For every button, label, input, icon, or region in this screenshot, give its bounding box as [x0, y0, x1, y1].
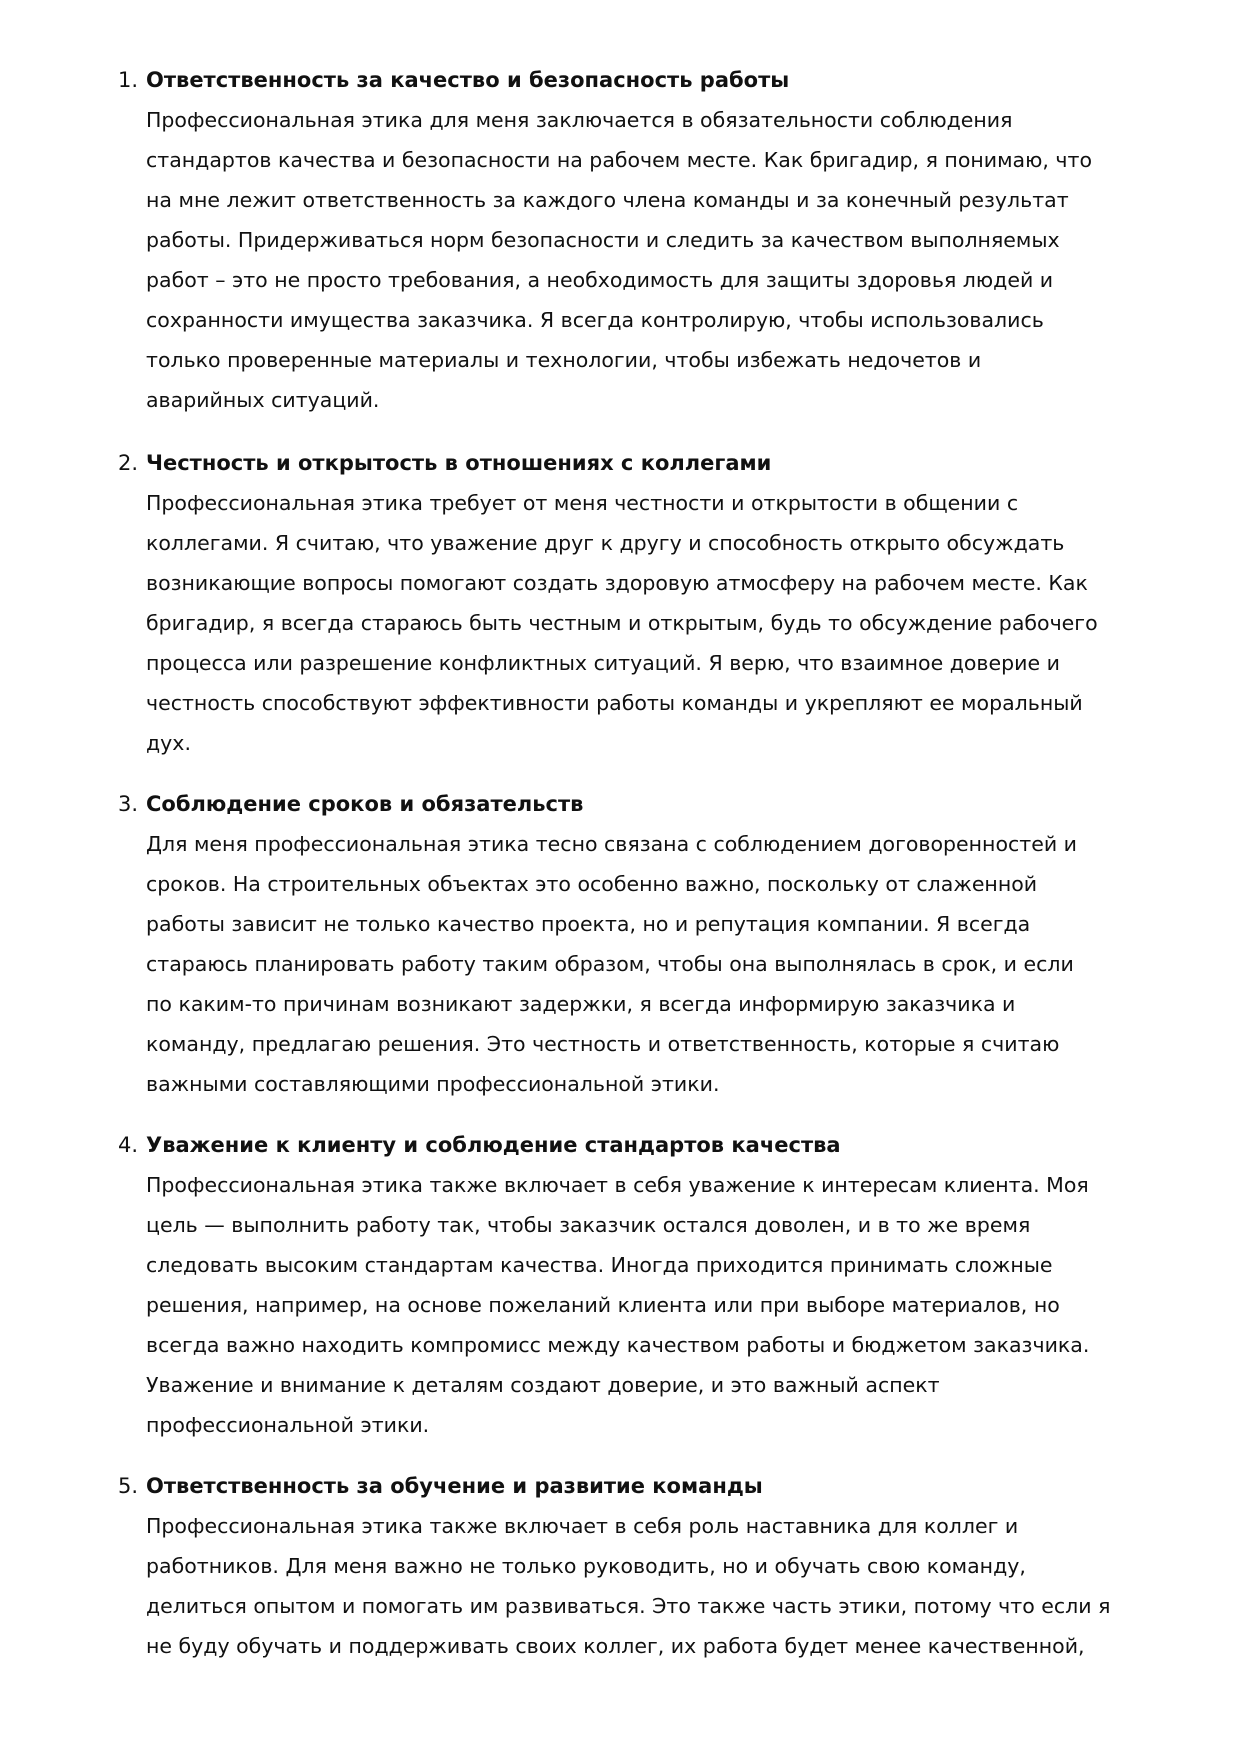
item-number: 4. [118, 1133, 139, 1157]
body-line: сроков. На строительных объектах это особенно важно, поскольку от слаженной [146, 872, 1038, 896]
body-line: работников. Для меня важно не только руководить, но и обучать свою команду, [146, 1554, 1026, 1578]
body-line: решения, например, на основе пожеланий клиента или при выборе материалов, но [146, 1293, 1060, 1317]
body-line: цель — выполнить работу так, чтобы заказчик остался доволен, и в то же время [146, 1213, 1031, 1237]
body-line: команду, предлагаю решения. Это честность и ответственность, которые я считаю [146, 1032, 1060, 1056]
item-title: Ответственность за обучение и развитие команды [146, 1474, 763, 1498]
body-line: сохранности имущества заказчика. Я всегда контролирую, чтобы использовались [146, 308, 1044, 332]
body-line: стараюсь планировать работу таким образом, чтобы она выполнялась в срок, и если [146, 952, 1074, 976]
body-line: на мне лежит ответственность за каждого члена команды и за конечный результат [146, 188, 1069, 212]
body-line: работ – это не просто требования, а необходимость для защиты здоровья людей и [146, 268, 1054, 292]
item-body [146, 100, 1156, 420]
item-number: 3. [118, 792, 139, 816]
body-line: Профессиональная этика также включает в себя уважение к интересам клиента. Моя [146, 1173, 1089, 1197]
item-title: Честность и открытость в отношениях с коллегами [146, 451, 772, 475]
body-line: аварийных ситуаций. [146, 388, 380, 412]
body-line: Профессиональная этика для меня заключается в обязательности соблюдения [146, 108, 1013, 132]
body-line: профессиональной этики. [146, 1413, 430, 1437]
body-line: делиться опытом и помогать им развиваться. Это также часть этики, потому что если я [146, 1594, 1111, 1618]
body-line: всегда важно находить компромисс между качеством работы и бюджетом заказчика. [146, 1333, 1090, 1357]
body-line: не буду обучать и поддерживать своих коллег, их работа будет менее качественной, [146, 1634, 1085, 1658]
body-line: Уважение и внимание к деталям создают доверие, и это важный аспект [146, 1373, 940, 1397]
item-title: Ответственность за качество и безопасность работы [146, 68, 790, 92]
body-line: бригадир, я всегда стараюсь быть честным и открытым, будь то обсуждение рабочего [146, 611, 1098, 635]
body-line: процесса или разрешение конфликтных ситуаций. Я верю, что взаимное доверие и [146, 651, 1060, 675]
body-line: Профессиональная этика требует от меня честности и открытости в общении с [146, 491, 1019, 515]
item-title: Уважение к клиенту и соблюдение стандартов качества [146, 1133, 841, 1157]
body-line: Для меня профессиональная этика тесно связана с соблюдением договоренностей и [146, 832, 1077, 856]
body-line: стандартов качества и безопасности на рабочем месте. Как бригадир, я понимаю, что [146, 148, 1093, 172]
body-line: по каким-то причинам возникают задержки, я всегда информирую заказчика и [146, 992, 1016, 1016]
item-number: 2. [118, 451, 139, 475]
item-body [146, 483, 1156, 763]
item-title: Соблюдение сроков и обязательств [146, 792, 584, 816]
body-line: только проверенные материалы и технологии, чтобы избежать недочетов и [146, 348, 982, 372]
body-line: работы зависит не только качество проекта, но и репутация компании. Я всегда [146, 912, 1031, 936]
body-line: следовать высоким стандартам качества. Иногда приходится принимать сложные [146, 1253, 1053, 1277]
body-line: Профессиональная этика также включает в себя роль наставника для коллег и [146, 1514, 1019, 1538]
item-body [146, 824, 1156, 1104]
body-line: коллегами. Я считаю, что уважение друг к другу и способность открыто обсуждать [146, 531, 1065, 555]
item-body [146, 1506, 1156, 1666]
body-line: работы. Придерживаться норм безопасности и следить за качеством выполняемых [146, 228, 1060, 252]
body-line: честность способствуют эффективности работы команды и укрепляют ее моральный [146, 691, 1083, 715]
item-number: 1. [118, 68, 139, 92]
item-number: 5. [118, 1474, 139, 1498]
body-line: важными составляющими профессиональной этики. [146, 1072, 720, 1096]
body-line: дух. [146, 731, 191, 755]
body-line: возникающие вопросы помогают создать здоровую атмосферу на рабочем месте. Как [146, 571, 1088, 595]
item-body [146, 1165, 1156, 1445]
